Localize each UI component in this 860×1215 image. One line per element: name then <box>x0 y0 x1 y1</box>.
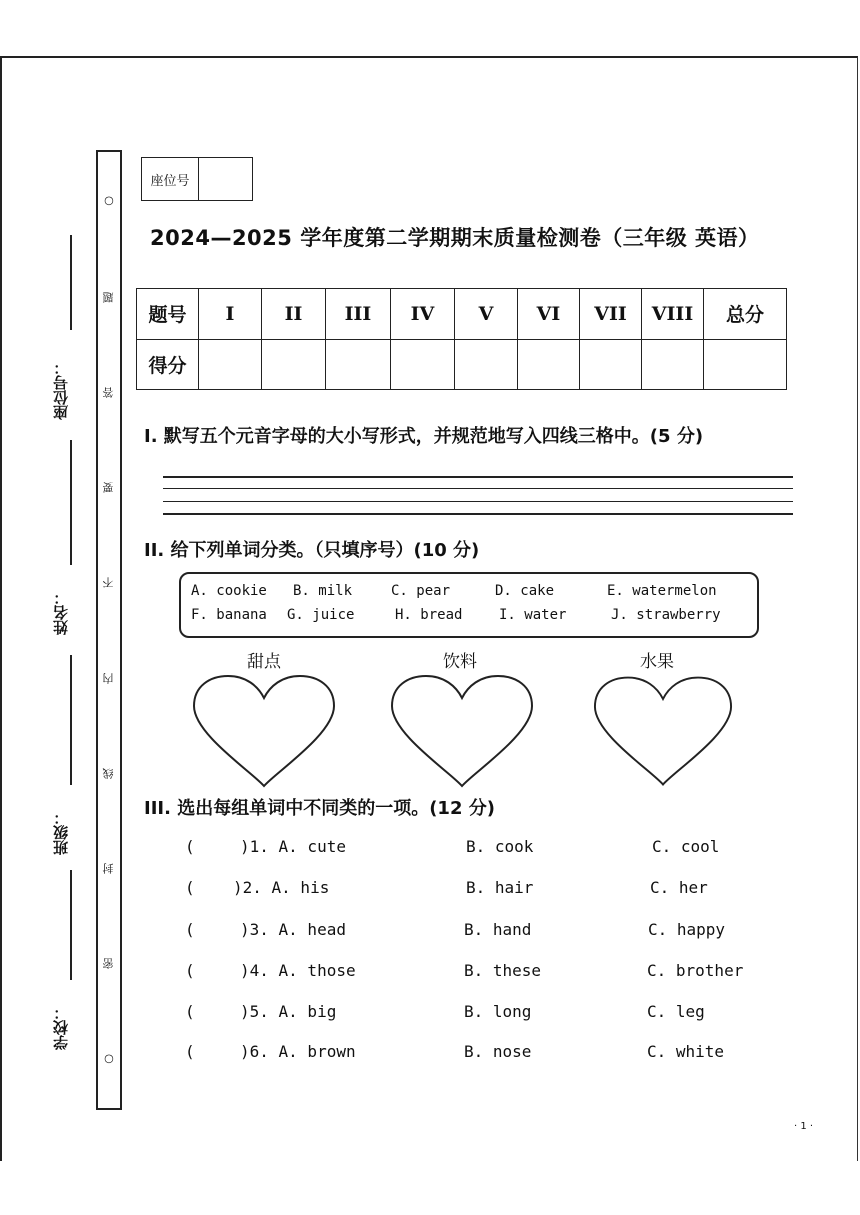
score-cell[interactable] <box>199 339 262 390</box>
score-header-cell: V <box>455 289 518 340</box>
word-option: J. strawberry <box>611 607 721 623</box>
category-label-fruit: 水果 <box>640 652 674 672</box>
question-option-b: B. hand <box>464 920 532 939</box>
section1-title: I. 默写五个元音字母的大小写形式，并规范地写入四线三格中。(5 分) <box>144 426 704 447</box>
binding-char: 封 <box>102 862 115 875</box>
score-header-cell: VI <box>518 289 580 340</box>
score-cell[interactable] <box>518 339 580 390</box>
binding-char: 要 <box>102 481 115 494</box>
score-cell[interactable] <box>455 339 518 390</box>
question-option-b: B. cook <box>466 837 534 856</box>
binding-char: 不 <box>102 576 115 589</box>
question-option-b: B. these <box>464 961 542 980</box>
heart-answer-box-drink[interactable] <box>390 674 534 790</box>
category-label-dessert: 甜点 <box>247 652 281 672</box>
score-header-cell: III <box>326 289 391 340</box>
score-header-cell: II <box>262 289 326 340</box>
question-option-c: C. leg <box>647 1002 705 1021</box>
question-option-a: )1. A. cute <box>240 837 346 856</box>
word-option: E. watermelon <box>607 583 717 599</box>
seat-number-box-label: 座位号 <box>142 158 199 200</box>
grid-line <box>163 476 793 478</box>
word-option: I. water <box>499 607 567 623</box>
binding-char: 内 <box>102 671 115 684</box>
binding-cut-text <box>98 152 120 1108</box>
answer-paren[interactable]: ( <box>185 920 195 939</box>
heart-answer-box-fruit[interactable] <box>593 674 733 790</box>
score-cell[interactable] <box>326 339 391 390</box>
score-header-cell: 总分 <box>704 289 787 340</box>
score-cell[interactable] <box>704 339 787 390</box>
seat-number-line[interactable] <box>70 235 72 330</box>
answer-paren[interactable]: ( <box>185 1002 195 1021</box>
score-header-cell: IV <box>391 289 455 340</box>
school-line[interactable] <box>70 870 72 980</box>
word-bank <box>179 572 759 638</box>
seat-number-box <box>141 157 253 201</box>
question-option-a: )6. A. brown <box>240 1042 356 1061</box>
question-option-a: )3. A. head <box>240 920 346 939</box>
word-option: H. bread <box>395 607 463 623</box>
score-row-label: 得分 <box>137 339 199 390</box>
word-option: B. milk <box>293 583 353 599</box>
question-option-c: C. her <box>650 878 708 897</box>
binding-char: 线 <box>102 766 115 779</box>
grid-line <box>163 501 793 502</box>
heart-answer-box-dessert[interactable] <box>192 674 336 790</box>
page-number: · 1 · <box>794 1121 814 1132</box>
score-cell[interactable] <box>262 339 326 390</box>
category-label-drink: 饮料 <box>443 652 477 672</box>
score-table-score-row <box>137 339 787 390</box>
binding-char: 密 <box>102 957 115 970</box>
score-header-cell: VIII <box>642 289 704 340</box>
binding-char: ○ <box>102 1052 116 1067</box>
answer-paren[interactable]: ( <box>185 878 195 897</box>
answer-paren[interactable]: ( <box>185 837 195 856</box>
question-option-c: C. brother <box>647 961 744 980</box>
question-option-a: )5. A. big <box>240 1002 337 1021</box>
binding-char: 答 <box>102 386 115 399</box>
question-option-a: )4. A. those <box>240 961 356 980</box>
score-header-cell: I <box>199 289 262 340</box>
section2-title: II. 给下列单词分类。（只填序号）(10 分) <box>144 540 480 561</box>
section3-title: III. 选出每组单词中不同类的一项。(12 分) <box>144 798 495 819</box>
question-option-b: B. long <box>464 1002 532 1021</box>
question-option-b: B. hair <box>466 878 534 897</box>
word-option: G. juice <box>287 607 355 623</box>
score-cell[interactable] <box>580 339 642 390</box>
question-option-c: C. white <box>647 1042 725 1061</box>
score-table <box>136 288 787 390</box>
binding-char: 题 <box>102 290 115 303</box>
binding-cut-line <box>96 150 122 1110</box>
seat-number-box-field[interactable] <box>199 158 252 200</box>
word-option: F. banana <box>191 607 267 623</box>
question-option-a: )2. A. his <box>233 878 330 897</box>
school-label: 学校： <box>52 1005 70 1050</box>
exam-title: 2024—2025 学年度第二学期期末质量检测卷（三年级 英语） <box>150 226 760 250</box>
answer-paren[interactable]: ( <box>185 961 195 980</box>
question-option-c: C. cool <box>652 837 720 856</box>
score-table-header-row <box>137 289 787 340</box>
grid-line <box>163 488 793 489</box>
class-line[interactable] <box>70 655 72 785</box>
score-cell[interactable] <box>642 339 704 390</box>
word-option: D. cake <box>495 583 555 599</box>
name-line[interactable] <box>70 440 72 565</box>
word-option: C. pear <box>391 583 451 599</box>
answer-paren[interactable]: ( <box>185 1042 195 1061</box>
seat-number-label: 座位号： <box>52 360 70 420</box>
score-header-cell: 题号 <box>137 289 199 340</box>
question-option-c: C. happy <box>648 920 726 939</box>
name-label: 姓名： <box>52 590 70 635</box>
binding-char: ○ <box>102 193 116 208</box>
score-header-cell: VII <box>580 289 642 340</box>
class-label: 班级： <box>52 810 70 855</box>
question-option-b: B. nose <box>464 1042 532 1061</box>
score-cell[interactable] <box>391 339 455 390</box>
word-option: A. cookie <box>191 583 267 599</box>
grid-line <box>163 513 793 515</box>
